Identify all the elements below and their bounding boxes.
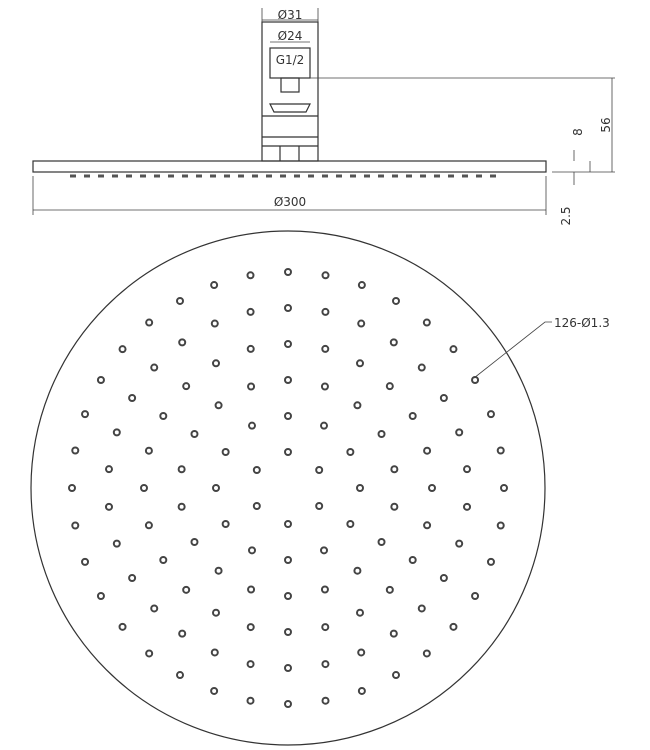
nozzle-hole — [177, 672, 183, 678]
nozzle-hole — [216, 568, 222, 574]
nozzle-hole — [419, 605, 425, 611]
nozzle-hole — [424, 320, 430, 326]
nozzle-hole — [248, 384, 254, 390]
nozzle-hole — [183, 383, 189, 389]
nozzle-hole — [359, 688, 365, 694]
nozzle-hole — [424, 448, 430, 454]
nozzle-hole — [179, 466, 185, 472]
nozzle-hole — [114, 429, 120, 435]
nozzle-hole — [322, 586, 328, 592]
nozzle-hole — [98, 377, 104, 383]
stem-details — [262, 104, 318, 161]
dim-8-label: 8 — [571, 128, 585, 136]
nozzle-hole — [254, 503, 260, 509]
nozzle-hole — [450, 624, 456, 630]
nozzle-hole — [285, 593, 291, 599]
nozzle-hole — [285, 449, 291, 455]
nozzle-hole — [248, 624, 254, 630]
nozzle-hole — [248, 661, 254, 667]
nozzle-hole — [379, 539, 385, 545]
nozzle-hole — [179, 339, 185, 345]
dim-8-line — [574, 150, 590, 185]
nozzle-hole — [498, 523, 504, 529]
nozzle-hole — [347, 449, 353, 455]
nozzle-hole — [285, 521, 291, 527]
nozzle-holes — [69, 269, 507, 707]
nozzle-hole — [410, 557, 416, 563]
nozzle-hole — [106, 466, 112, 472]
nozzle-hole — [160, 557, 166, 563]
nozzle-hole — [191, 431, 197, 437]
nozzle-hole — [358, 321, 364, 327]
nozzle-label: 126-Ø1.3 — [554, 316, 610, 330]
nozzle-hole — [141, 485, 147, 491]
nozzle-hole — [424, 522, 430, 528]
nozzle-hole — [213, 360, 219, 366]
nozzle-hole — [211, 282, 217, 288]
nozzle-hole — [285, 269, 291, 275]
nozzle-hole — [183, 587, 189, 593]
nozzle-hole — [129, 575, 135, 581]
nozzle-hole — [456, 541, 462, 547]
nozzle-hole — [285, 377, 291, 383]
dim-24-label: Ø24 — [277, 29, 303, 43]
nozzle-hole — [285, 557, 291, 563]
nozzle-hole — [177, 298, 183, 304]
nozzle-hole — [249, 423, 255, 429]
nozzle-hole — [391, 466, 397, 472]
nozzle-hole — [129, 395, 135, 401]
nozzle-hole — [285, 701, 291, 707]
dim-56-label: 56 — [599, 117, 613, 133]
nozzle-hole — [441, 395, 447, 401]
nozzle-hole — [151, 365, 157, 371]
nozzle-hole — [379, 431, 385, 437]
nozzle-hole — [248, 346, 254, 352]
dim-300-label: Ø300 — [273, 195, 307, 209]
nozzle-hole — [322, 346, 328, 352]
nozzle-hole — [429, 485, 435, 491]
nozzle-hole — [247, 272, 253, 278]
nozzle-hole — [488, 411, 494, 417]
nozzle-hole — [216, 402, 222, 408]
nozzle-hole — [450, 346, 456, 352]
nozzle-hole — [323, 272, 329, 278]
nozzle-hole — [347, 521, 353, 527]
nozzle-hole — [98, 593, 104, 599]
nozzle-hole — [357, 360, 363, 366]
nozzle-hole — [151, 605, 157, 611]
nozzle-hole — [223, 449, 229, 455]
nozzle-hole — [191, 539, 197, 545]
nozzle-hole — [323, 698, 329, 704]
nozzle-hole — [146, 320, 152, 326]
nozzle-hole — [248, 586, 254, 592]
nozzle-hole — [213, 485, 219, 491]
nozzle-hole — [72, 523, 78, 529]
thread-label: G1/2 — [275, 53, 305, 67]
nozzle-hole — [501, 485, 507, 491]
nozzle-hole — [359, 282, 365, 288]
nozzle-hole — [247, 698, 253, 704]
plate-outline — [33, 161, 546, 172]
nozzle-hole — [321, 547, 327, 553]
nozzle-hole — [223, 521, 229, 527]
dim-56-line — [310, 78, 615, 172]
nozzle-hole — [82, 559, 88, 565]
nozzle-hole — [321, 423, 327, 429]
nozzle-hole — [488, 559, 494, 565]
nozzle-hole — [322, 661, 328, 667]
nozzle-leader-line — [474, 322, 552, 378]
nozzle-hole — [391, 504, 397, 510]
nozzle-hole — [254, 467, 260, 473]
nozzle-hole — [72, 447, 78, 453]
nozzle-hole — [322, 624, 328, 630]
nozzle-hole — [472, 377, 478, 383]
dim-2-5-label: 2.5 — [559, 206, 573, 226]
nozzle-hole — [248, 309, 254, 315]
nozzle-hole — [120, 346, 126, 352]
nozzle-hole — [393, 298, 399, 304]
nozzle-hole — [146, 522, 152, 528]
nozzle-hole — [82, 411, 88, 417]
nozzle-hole — [285, 413, 291, 419]
nozzle-hole — [391, 339, 397, 345]
nozzle-hole — [393, 672, 399, 678]
nozzle-hole — [212, 321, 218, 327]
nozzle-hole — [179, 631, 185, 637]
nozzle-hole — [354, 402, 360, 408]
nozzle-hole — [424, 650, 430, 656]
nozzle-hole — [106, 504, 112, 510]
nozzle-hole — [120, 624, 126, 630]
nozzle-hole — [249, 547, 255, 553]
nozzle-hole — [179, 504, 185, 510]
nozzle-hole — [146, 448, 152, 454]
nozzle-hole — [410, 413, 416, 419]
nozzle-hole — [316, 503, 322, 509]
plan-view — [31, 231, 610, 745]
nozzle-hole — [285, 305, 291, 311]
nozzle-hole — [391, 631, 397, 637]
nozzle-hole — [464, 504, 470, 510]
nozzle-hole — [146, 650, 152, 656]
nozzle-hole — [212, 649, 218, 655]
nozzle-hole — [456, 429, 462, 435]
nozzle-hole — [464, 466, 470, 472]
nozzle-hole — [387, 383, 393, 389]
nozzle-hole — [322, 309, 328, 315]
nozzle-hole — [285, 629, 291, 635]
nozzle-hole — [213, 610, 219, 616]
nozzle-hole — [211, 688, 217, 694]
nozzle-hole — [160, 413, 166, 419]
nozzle-hole — [472, 593, 478, 599]
nozzle-hole — [419, 365, 425, 371]
nozzle-hole — [358, 649, 364, 655]
nozzle-hole — [357, 610, 363, 616]
nozzle-hole — [69, 485, 75, 491]
dim-31-label: Ø31 — [277, 8, 303, 22]
nozzle-hole — [354, 568, 360, 574]
nozzle-hole — [322, 384, 328, 390]
nozzle-hole — [285, 665, 291, 671]
nozzle-hole — [316, 467, 322, 473]
side-view — [33, 8, 615, 226]
nozzle-hole — [114, 541, 120, 547]
nozzle-hole — [498, 447, 504, 453]
nozzle-hole — [387, 587, 393, 593]
nozzle-hole — [441, 575, 447, 581]
nozzle-hole — [357, 485, 363, 491]
thread-nut — [281, 78, 299, 92]
nozzle-hole — [285, 341, 291, 347]
